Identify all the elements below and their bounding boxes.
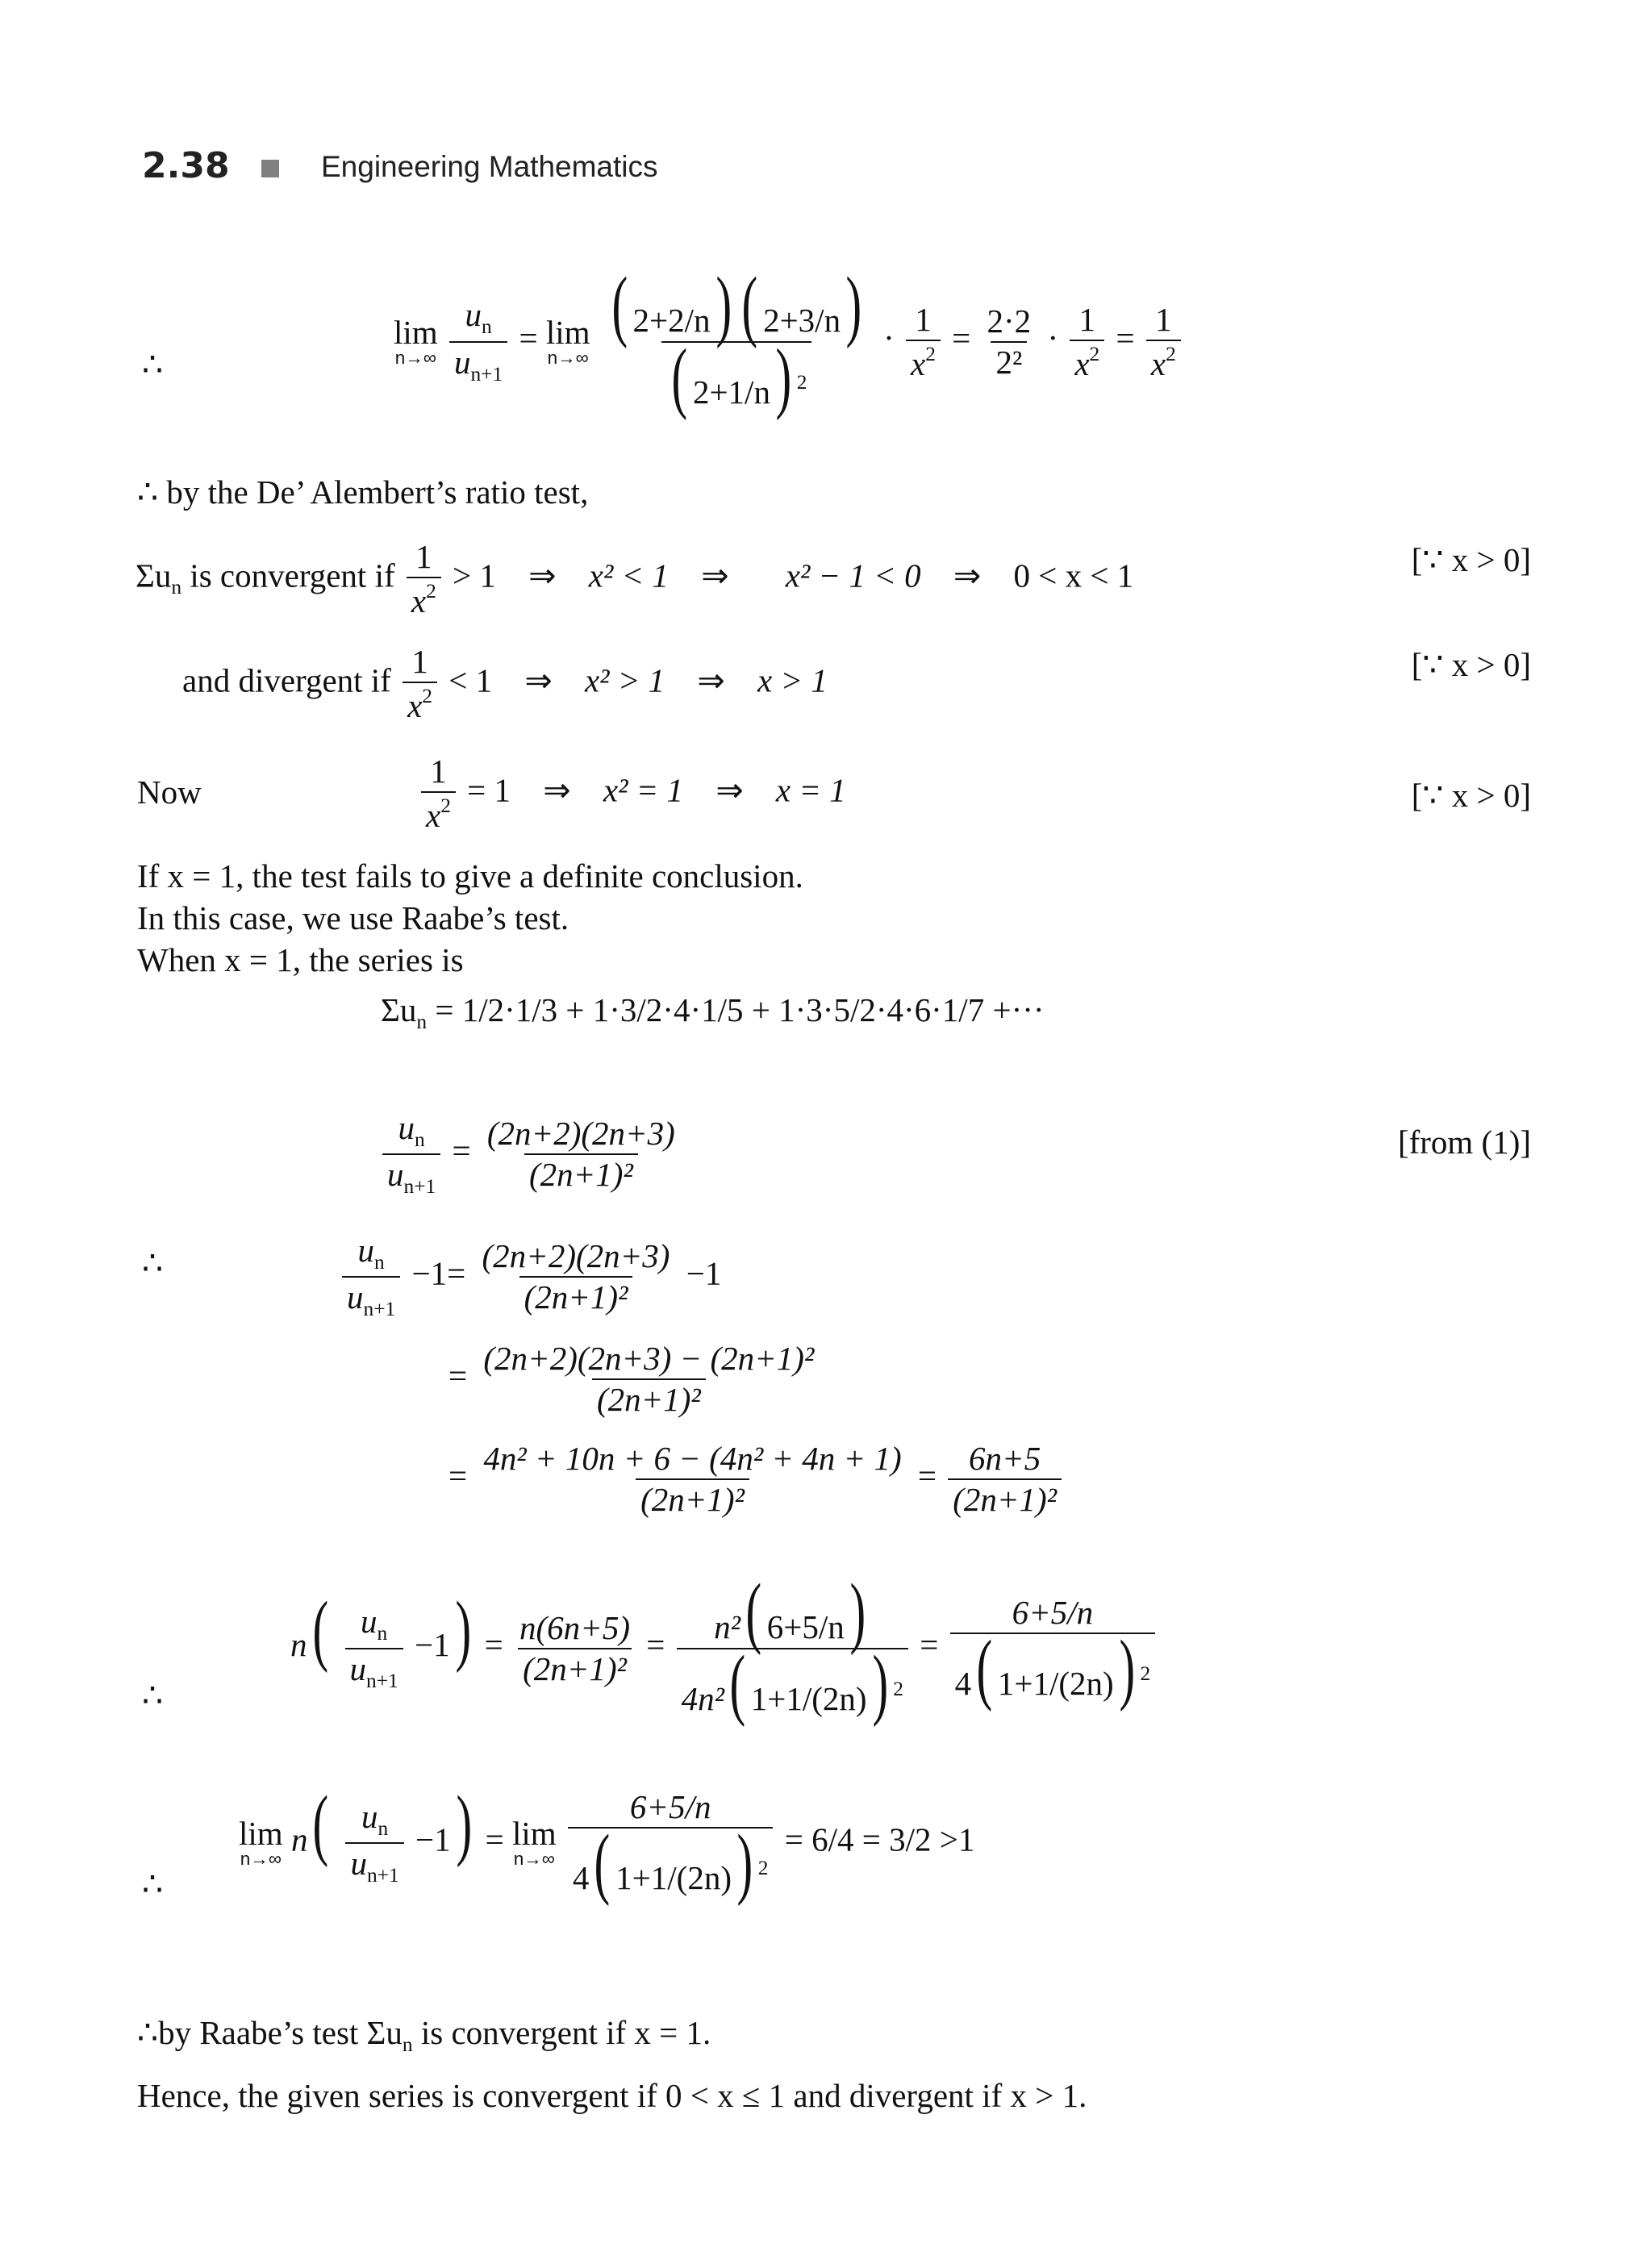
series-equation: $\Sigma u_n = 1/2\cdot 1/3 + 1\cdot 3/2\cdot 4\cdot 1/5 + 1\cdot 3\cdot 5/2\cdot 4\cdot 6\cdot 1/7$ +···	[381, 991, 1045, 1033]
hence-conclusion: Hence, the given series is convergent if 0 < x ≤ 1 and divergent if x > 1.	[137, 2077, 1087, 2114]
use-raabe-text: In this case, we use Raabe’s test.	[137, 899, 569, 936]
expand-step: = $\frac{\text{(2n+2)(2n+3) − (2n+1)²}}{\text{(2n+1)²}}$	[448, 1340, 815, 1418]
ratio-limit-equation: lim n→∞ $\frac{u_n}{u_{n+1}}$ = lim n→∞ $\frac{( 2+2/n) ( 2+3/n)}{( 2+1/n) ^2}$ · $\frac{1}{x^2}$ = $\frac{2\cdot 2}{\text{2²}}$ · $\frac{1}{x^2}$ = $\frac{1}{x^2}$	[394, 274, 1184, 409]
n-times-ratio: n( $\frac{u_n}{u_{n+1}}$ −1) = $\frac{n(6n+5)}{\text{(2n+1)²}}$ = $\frac{\text{n²( 6+5/n)}}{4n^2( 1+1/(2n)) ^2}$ = $\frac{6+5/n}{4( 1+1/(2n)) ^2}$	[290, 1581, 1158, 1716]
raabe-limit: lim n→∞ n( $\frac{u_n}{u_{n+1}}$ −1) = lim n→∞ $\frac{6+5/n}{4( 1+1/(2n)) ^2}$ = 6/4 = 3/2 >1	[239, 1780, 975, 1907]
note-x-gt-0-3: [∵ x > 0]	[1411, 777, 1531, 814]
series-term-2: 1·3/2·4·1/5	[592, 991, 744, 1028]
poly-step: = $\frac{\text{4n² + 10n + 6 − (4n² + 4n + 1)}}{\text{(2n+1)²}}$ = $\frac{6n+5}{\text{(2n+1)²}}$	[448, 1442, 1065, 1516]
lim-2: lim n→∞	[545, 313, 590, 368]
frac-big-ratio: $\frac{( 2+2/n) ( 2+3/n)}{( 2+1/n) ^2}$	[611, 261, 862, 421]
series-term-3: 1·3·5/2·4·6·1/7	[778, 991, 985, 1028]
frac-22-22: $\frac{2\cdot 2}{\text{2²}}$	[987, 302, 1032, 381]
raabe-conclusion: ∴by Raabe’s test $\Sigma u_n$ is convergent if x = 1.	[137, 2014, 711, 2056]
note-x-gt-0-2: [∵ x > 0]	[1411, 646, 1531, 683]
therefore-4: ∴	[142, 1866, 164, 1903]
header-square-icon	[261, 160, 279, 177]
lim-1: lim n→∞	[394, 313, 438, 368]
frac-1-x2-a: $\frac{1}{x^2}$	[906, 303, 941, 381]
convergent-condition: $\Sigma u_n$ is convergent if $\frac{1}{x^2}$ > 1 ⇒ x² < 1 ⇒ x² − 1 < 0 ⇒ 0 < x < 1	[136, 538, 1134, 619]
series-term-4: +···	[992, 991, 1045, 1028]
ratio-minus-one: $\frac{u_n}{u_{n+1}}$ −1= $\frac{(2n+2)(2n+3)}{\text{(2n+1)²}}$ −1	[339, 1234, 721, 1320]
frac-1-x2-c: $\frac{1}{x^2}$	[1146, 303, 1181, 381]
frac-1-x2-b: $\frac{1}{x^2}$	[1070, 303, 1104, 381]
page-number: 2.38	[142, 145, 230, 186]
book-title: Engineering Mathematics	[321, 150, 658, 183]
therefore-3: ∴	[142, 1677, 164, 1714]
series-term-1: 1/2·1/3	[461, 991, 558, 1028]
frac-un-un1: $\frac{u_n}{u_{n+1}}$	[449, 298, 507, 385]
when-x-1-text: When x = 1, the series is	[137, 941, 464, 978]
test-fails-text: If x = 1, the test fails to give a definite conclusion.	[137, 857, 803, 894]
divergent-condition: and divergent if $\frac{1}{x^2}$ < 1 ⇒ x² > 1 ⇒ x > 1	[182, 643, 828, 724]
now-label: Now	[137, 774, 202, 811]
de-alembert-line: ∴ by the De’ Alembert’s ratio test,	[137, 473, 589, 511]
therefore-2: ∴	[142, 1245, 164, 1282]
therefore-1: ∴	[142, 346, 164, 383]
equality-condition: $\frac{1}{x^2}$ = 1 ⇒ x² = 1 ⇒ x = 1	[418, 755, 846, 832]
note-x-gt-0-1: [∵ x > 0]	[1411, 541, 1531, 578]
ratio-from-1: $\frac{u_n}{u_{n+1}}$ = $\frac{(2n+2)(2n+3)}{\text{(2n+1)²}}$	[379, 1111, 683, 1198]
note-from-1: [from (1)]	[1397, 1124, 1531, 1161]
